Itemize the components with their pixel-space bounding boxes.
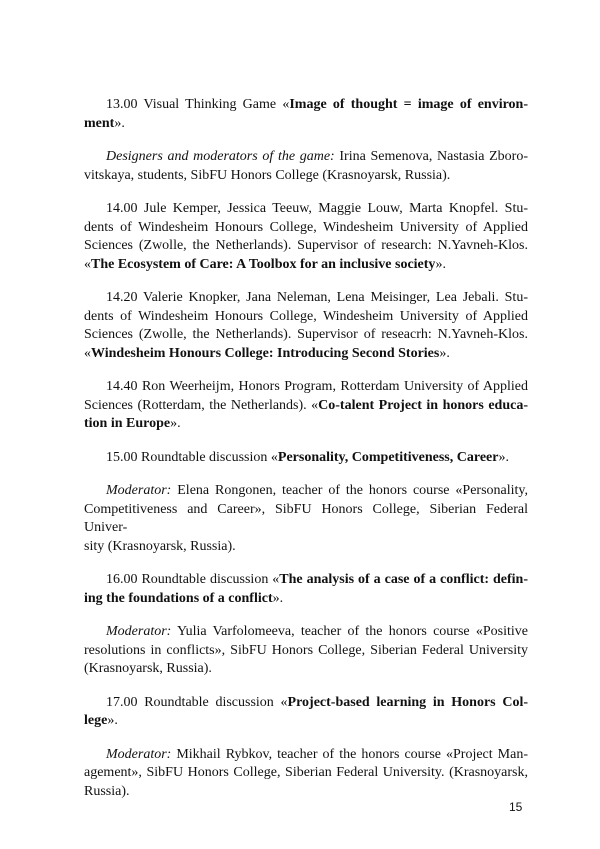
program-paragraph [84,449,528,468]
text-line [84,397,528,416]
body-text: 14.20 Valerie Knopker, Jana Neleman, Lena Meisinger, Lea Jebali. Stu- [106,290,528,305]
text-line [84,712,528,731]
body-text: ». [107,713,118,728]
text-line [84,200,528,219]
bold-title-text: The Ecosystem of Care: A Toolbox for an inclusive society [91,256,436,272]
text-line [84,642,528,661]
text-line [84,746,528,765]
text-line [84,449,528,468]
body-text: 17.00 Roundtable discussion « [106,694,288,710]
text-line [84,289,528,308]
program-paragraph [84,746,528,802]
text-line [84,482,528,501]
text-line [84,623,528,642]
body-text: 14.00 Jule Kemper, Jessica Teeuw, Maggie Louw, Marta Knopfel. Stu- [106,201,528,216]
text-line [84,694,528,713]
italic-label-text: Moderator: [106,746,172,762]
body-text: dents of Windesheim Honours College, Windesheim University of Applied [84,308,528,324]
bold-title-text: tion in Europe [84,416,171,431]
program-paragraph [84,289,528,363]
bold-title-text: ing the foundations of a conflict [84,590,273,606]
italic-label-text: Moderator: [106,624,172,639]
text-line [84,783,528,802]
body-text: Elena Rongonen, teacher of the honors course «Personality, [171,483,528,498]
body-text: Sciences (Zwolle, the Netherlands). Supervisor of reseacrh: N.Yavneh-Klos. [84,327,528,342]
body-text: Competitiveness and Career», SibFU Honors College, Siberian Federal Univer- [84,501,528,535]
bold-title-text: ment [84,115,115,131]
bold-title-text: Personality, Competitiveness, Career [277,449,499,465]
program-paragraph [84,200,528,274]
body-text: ». [170,416,181,431]
document-body [84,96,528,816]
bold-title-text: Project-based learning in Honors Col- [287,694,528,710]
body-text: Irina Semenova, Nastasia Zboro- [334,149,528,164]
body-text: 14.40 Ron Weerheijm, Honors Program, Rotterdam University of Applied [106,379,528,394]
program-paragraph [84,571,528,608]
text-line [84,764,528,783]
body-text: ». [435,256,446,272]
bold-title-text: Windesheim Honours College: Introducing Second Stories [91,345,440,361]
body-text: Sciences (Zwolle, the Netherlands). Supervisor of research: N.Yavneh-Klos. [84,238,528,253]
body-text: resolutions in conflicts», SibFU Honors College, Siberian Federal University [84,642,528,658]
bold-title-text: The analysis of a case of a conflict: defin- [279,572,528,587]
body-text: « [84,256,91,272]
body-text: « [84,345,91,361]
bold-title-text: Co-talent Project in honors educa- [318,397,528,413]
body-text: ». [439,345,450,361]
program-paragraph [84,378,528,434]
italic-label-text: Designers and moderators of the game: [106,149,335,164]
program-paragraph [84,96,528,133]
program-paragraph [84,694,528,731]
program-paragraph [84,482,528,556]
program-paragraph [84,148,528,185]
body-text: agement», SibFU Honors College, Siberian Federal University. (Krasnoyarsk, [84,765,528,780]
body-text: dents of Windesheim Honours College, Windesheim University of Applied [84,219,528,235]
text-line [84,590,528,609]
text-line [84,378,528,397]
text-line [84,237,528,256]
body-text: Sciences (Rotterdam, the Netherlands). « [84,397,319,413]
body-text: (Krasnoyarsk, Russia). [84,661,212,676]
text-line [84,308,528,327]
text-line [84,660,528,679]
text-line [84,501,528,538]
bold-title-text: Image of thought = image of environ- [289,97,528,112]
text-line [84,115,528,134]
body-text: Yulia Varfolomeeva, teacher of the honors course «Positive [171,624,528,639]
text-line [84,219,528,238]
italic-label-text: Moderator: [106,483,172,498]
text-line [84,415,528,434]
body-text: Russia). [84,783,130,799]
program-paragraph [84,623,528,679]
body-text: vitskaya, students, SibFU Honors College (Krasnoyarsk, Russia). [84,167,451,183]
body-text: 15.00 Roundtable discussion « [106,449,278,465]
body-text: ». [114,115,125,131]
page-number: 15 [509,800,523,814]
body-text: Mikhail Rybkov, teacher of the honors course «Project Man- [171,746,528,762]
text-line [84,538,528,557]
text-line [84,96,528,115]
body-text: sity (Krasnoyarsk, Russia). [84,538,236,554]
text-line [84,148,528,167]
text-line [84,571,528,590]
text-line [84,167,528,186]
text-line [84,256,528,275]
text-line [84,345,528,364]
body-text: ». [272,590,284,606]
bold-title-text: lege [84,713,108,728]
body-text: 16.00 Roundtable discussion « [106,572,280,587]
body-text: ». [498,449,509,465]
body-text: 13.00 Visual Thinking Game « [106,97,290,112]
text-line [84,326,528,345]
